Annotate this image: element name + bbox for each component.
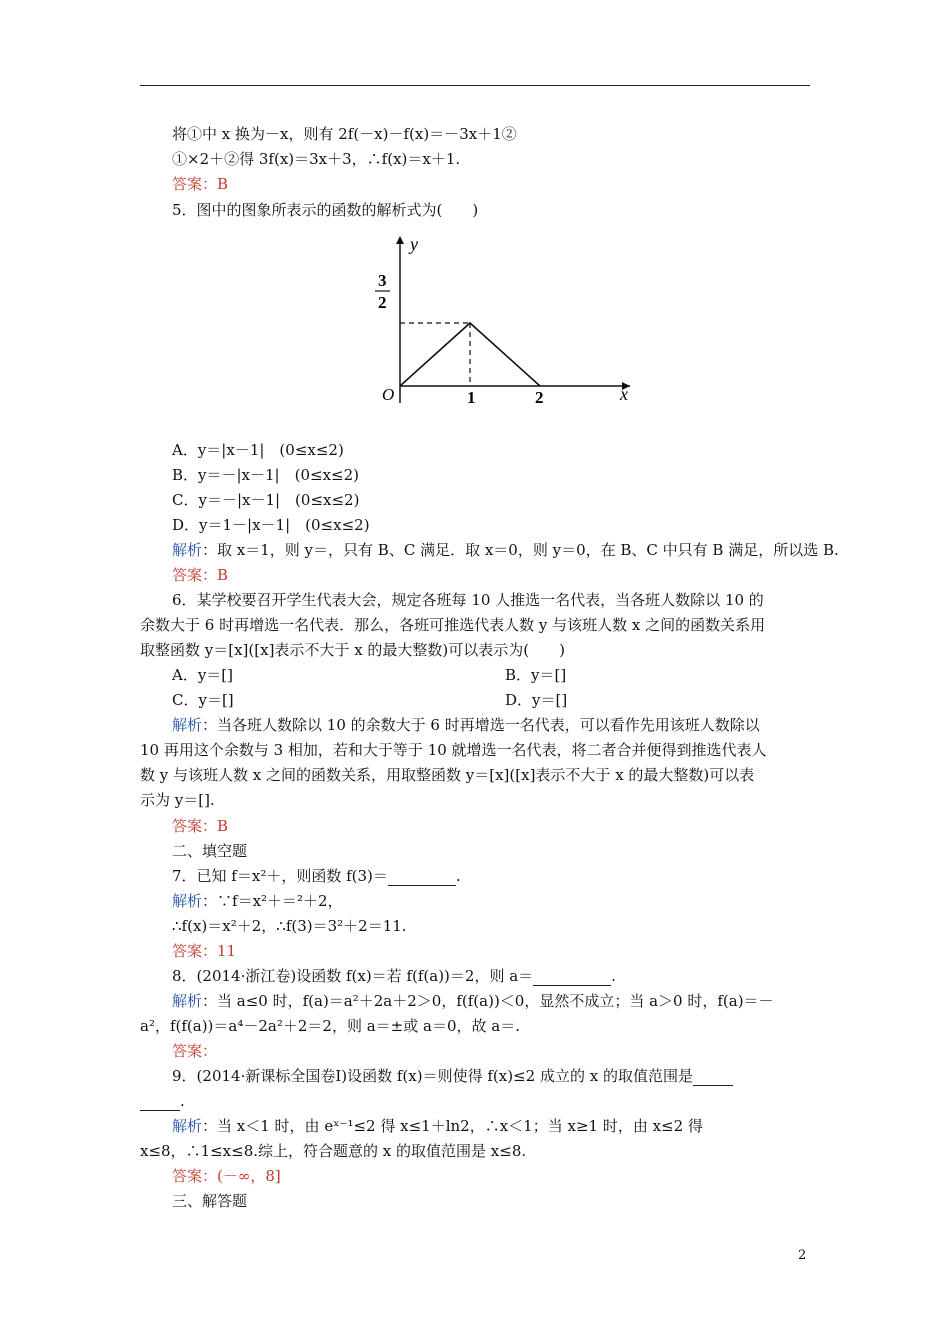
answer-line: 答案： [172, 1042, 218, 1060]
solution-label: 解析 [172, 1117, 203, 1135]
function-graph [360, 228, 660, 408]
page-number: 2 [798, 1248, 807, 1263]
answer-line: 答案：B [172, 175, 229, 193]
solution-9: x≤8，∴1≤x≤8.综上，符合题意的 x 的取值范围是 x≤8. [140, 1142, 527, 1160]
question-9: 9．(2014·新课标全国卷Ⅰ)设函数 f(x)＝则使得 f(x)≤2 成立的 x 的取值范围是 [172, 1066, 733, 1086]
solution-6: 10 再用这个余数与 3 相加，若和大于等于 10 就增选一名代表，将二者合并便得到推选代表人 [140, 741, 767, 759]
solution-8: 解析：当 a≤0 时，f(a)＝a²＋2a＋2＞0，f(f(a))＜0，显然不成立；当 a＞0 时，f(a)＝－ [172, 992, 774, 1010]
solution-label: 解析 [172, 892, 203, 910]
solution-label: 解析 [172, 541, 203, 559]
solution-8: a²，f(f(a))＝a⁴－2a²＋2＝2，则 a＝±或 a＝0，故 a＝. [140, 1017, 520, 1035]
solution-6: 数 y 与该班人数 x 之间的函数关系，用取整函数 y＝[x]([x]表示不大于 x 的最大整数)可以表 [140, 766, 755, 784]
text-line: ①×2＋②得 3f(x)＝3x＋3，∴f(x)＝x＋1. [172, 150, 461, 168]
solution-label: 解析 [172, 992, 203, 1010]
answer-blank [388, 871, 456, 886]
question-9: . [140, 1091, 185, 1111]
question-5: 5．图中的图象所表示的函数的解析式为( ) [172, 201, 479, 219]
tick-label-1: 1 [467, 388, 476, 407]
answer-line: 答案：B [172, 817, 229, 835]
answer-line: 答案：(－∞，8] [172, 1167, 281, 1185]
answer-line: 答案：B [172, 566, 229, 584]
solution-9: 解析：当 x＜1 时，由 eˣ⁻¹≤2 得 x≤1＋ln2，∴x＜1；当 x≥1 时，由 x≤2 得 [172, 1117, 703, 1135]
option-b: B．y＝－|x－1| (0≤x≤2) [172, 466, 359, 484]
option-a: A．y＝[] [172, 666, 234, 684]
header-rule [140, 85, 810, 86]
solution-label: 解析 [172, 716, 203, 734]
option-d: D．y＝1－|x－1| (0≤x≤2) [172, 516, 370, 534]
option-d: D．y＝[] [505, 691, 568, 709]
y-axis-label: y [410, 234, 418, 254]
option-c: C．y＝－|x－1| (0≤x≤2) [172, 491, 360, 509]
answer-blank [533, 971, 611, 986]
answer-line: 答案：11 [172, 942, 237, 960]
question-6: 6．某学校要召开学生代表大会，规定各班每 10 人推选一名代表，当各班人数除以 10 的 [172, 591, 764, 609]
x-axis-label: x [620, 384, 628, 404]
question-8: 8．(2014·浙江卷)设函数 f(x)＝若 f(f(a))＝2，则 a＝ . [172, 967, 616, 985]
solution-7: ∴f(x)＝x²＋2，∴f(3)＝3²＋2＝11. [172, 917, 407, 935]
fraction-denominator: 2 [378, 293, 387, 312]
y-axis-arrow [396, 236, 404, 244]
text-line: 将①中 x 换为－x，则有 2f(－x)－f(x)＝－3x＋1② [172, 125, 517, 143]
option-a: A．y＝|x－1| (0≤x≤2) [172, 441, 344, 459]
answer-blank [140, 1096, 180, 1111]
solution-6: 示为 y＝[]. [140, 791, 215, 809]
option-b: B．y＝[] [505, 666, 567, 684]
question-6: 余数大于 6 时再增选一名代表．那么，各班可推选代表人数 y 与该班人数 x 之间的函数关系用 [140, 616, 766, 634]
tick-label-2: 2 [535, 388, 544, 407]
solution-6: 解析：当各班人数除以 10 的余数大于 6 时再增选一名代表，可以看作先用该班人数除以 [172, 716, 760, 734]
fraction-numerator: 3 [378, 271, 387, 290]
question-6: 取整函数 y＝[x]([x]表示不大于 x 的最大整数)可以表示为( ) [140, 641, 565, 659]
question-7: 7．已知 f＝x²＋，则函数 f(3)＝ . [172, 867, 461, 885]
option-c: C．y＝[] [172, 691, 234, 709]
solution-7: 解析：∵f＝x²＋＝²＋2， [172, 892, 343, 910]
solution-5: 解析：取 x＝1，则 y＝，只有 B、C 满足．取 x＝0，则 y＝0，在 B、C 中只有 B 满足，所以选 B. [172, 541, 839, 559]
section-heading: 二、填空题 [172, 842, 248, 860]
answer-blank [693, 1071, 733, 1086]
section-heading: 三、解答题 [172, 1192, 248, 1210]
origin-label: O [382, 385, 395, 404]
